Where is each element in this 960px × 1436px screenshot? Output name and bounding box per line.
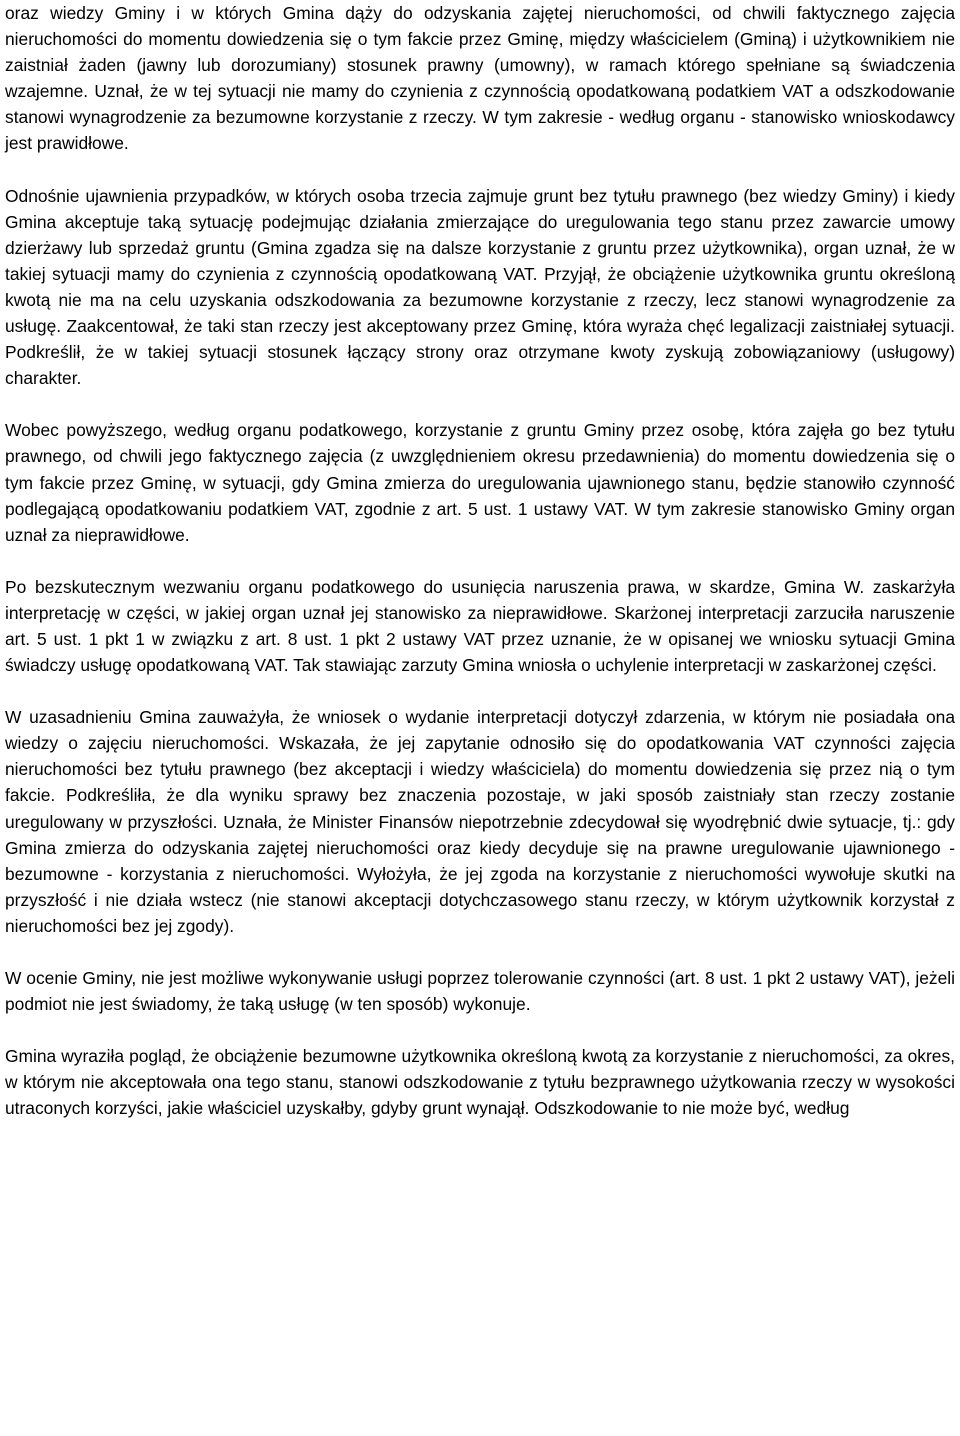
paragraph-3: Wobec powyższego, według organu podatkowego, korzystanie z gruntu Gminy przez osobę, która zajęła go bez tytułu prawnego, od chwili jego faktycznego zajęcia (z uwzględnieniem okresu przedawnienia) do momentu dowiedzenia się o tym fakcie przez Gminę, w sytuacji, gdy Gmina zmierza do uregulowania ujawnionego stanu, będzie stanowiło czynność podlegającą opodatkowaniu podatkiem VAT, zgodnie z art. 5 ust. 1 ustawy VAT. W tym zakresie stanowisko Gminy organ uznał za nieprawidłowe. [5, 420, 955, 545]
paragraph-7: Gmina wyraziła pogląd, że obciążenie bezumowne użytkownika określoną kwotą za korzystanie z nieruchomości, za okres, w którym nie akceptowała ona tego stanu, stanowi odszkodowanie z tytułu bezprawnego użytkowania rzeczy w wysokości utraconych korzyści, jakie właściciel uzyskałby, gdyby grunt wynajął. Odszkodowanie to nie może być, według [5, 1046, 955, 1119]
paragraph-4: Po bezskutecznym wezwaniu organu podatkowego do usunięcia naruszenia prawa, w skardze, Gmina W. zaskarżyła interpretację w części, w jakiej organ uznał jej stanowisko za nieprawidłowe. Skarżonej interpretacji zarzuciła naruszenie art. 5 ust. 1 pkt 1 w związku z art. 8 ust. 1 pkt 2 ustawy VAT przez uznanie, że w opisanej we wniosku sytuacji Gmina świadczy usługę opodatkowaną VAT. Tak stawiając zarzuty Gmina wniosła o uchylenie interpretacji w zaskarżonej części. [5, 576, 955, 676]
paragraph-2: Odnośnie ujawnienia przypadków, w których osoba trzecia zajmuje grunt bez tytułu prawnego (bez wiedzy Gminy) i kiedy Gmina akceptuje taką sytuację podejmując działania zmierzające do uregulowania tego stanu przez zawarcie umowy dzierżawy lub sprzedaż gruntu (Gmina zgadza się na dalsze korzystanie z gruntu przez użytkownika), organ uznał, że w takiej sytuacji mamy do czynienia z czynnością opodatkowaną VAT. Przyjął, że obciążenie użytkownika gruntu określoną kwotą nie ma na celu uzyskania odszkodowania za bezumowne korzystanie z rzeczy, lecz stanowi wynagrodzenie za usługę. Zaakcentował, że taki stan rzeczy jest akceptowany przez Gminę, która wyraża chęć legalizacji zaistniałej sytuacji. Podkreślił, że w takiej sytuacji stosunek łączący strony oraz otrzymane kwoty zyskują zobowiązaniowy (usługowy) charakter. [5, 185, 955, 389]
paragraph-5: W uzasadnieniu Gmina zauważyła, że wniosek o wydanie interpretacji dotyczył zdarzenia, w którym nie posiadała ona wiedzy o zajęciu nieruchomości. Wskazała, że jej zapytanie odnosiło się do opodatkowania VAT czynności zajęcia nieruchomości bez tytułu prawnego (bez akceptacji i wiedzy właściciela) do momentu dowiedzenia się przez nią o tym fakcie. Podkreśliła, że dla wyniku sprawy bez znaczenia pozostaje, w jaki sposób zaistniały stan rzeczy zostanie uregulowany w przyszłości. Uznała, że Minister Finansów niepotrzebnie zdecydował się wyodrębnić dwie sytuacje, tj.: gdy Gmina zmierza do odzyskania zajętej nieruchomości oraz kiedy decyduje się na prawne uregulowanie ujawnionego - bezumowne - korzystania z nieruchomości. Wyłożyła, że jej zgoda na korzystanie z nieruchomości wywołuje skutki na przyszłość i nie działa wstecz (nie stanowi akceptacji dotychczasowego stanu rzeczy, w którym użytkownik korzystał z nieruchomości bez jej zgody). [5, 707, 955, 936]
paragraph-1: oraz wiedzy Gminy i w których Gmina dąży do odzyskania zajętej nieruchomości, od chwili faktycznego zajęcia nieruchomości do momentu dowiedzenia się o tym fakcie przez Gminę, między właścicielem (Gminą) i użytkownikiem nie zaistniał żaden (jawny lub dorozumiany) stosunek prawny (umowny), w ramach którego spełniane są świadczenia wzajemne. Uznał, że w tej sytuacji nie mamy do czynienia z czynnością opodatkowaną podatkiem VAT a odszkodowanie stanowi wynagrodzenie za bezumowne korzystanie z rzeczy. W tym zakresie - według organu - stanowisko wnioskodawcy jest prawidłowe. [5, 3, 955, 154]
document-page [5, 0, 955, 1147]
paragraph-6: W ocenie Gminy, nie jest możliwe wykonywanie usługi poprzez tolerowanie czynności (art. 8 ust. 1 pkt 2 ustawy VAT), jeżeli podmiot nie jest świadomy, że taką usługę (w ten sposób) wykonuje. [5, 968, 955, 1015]
